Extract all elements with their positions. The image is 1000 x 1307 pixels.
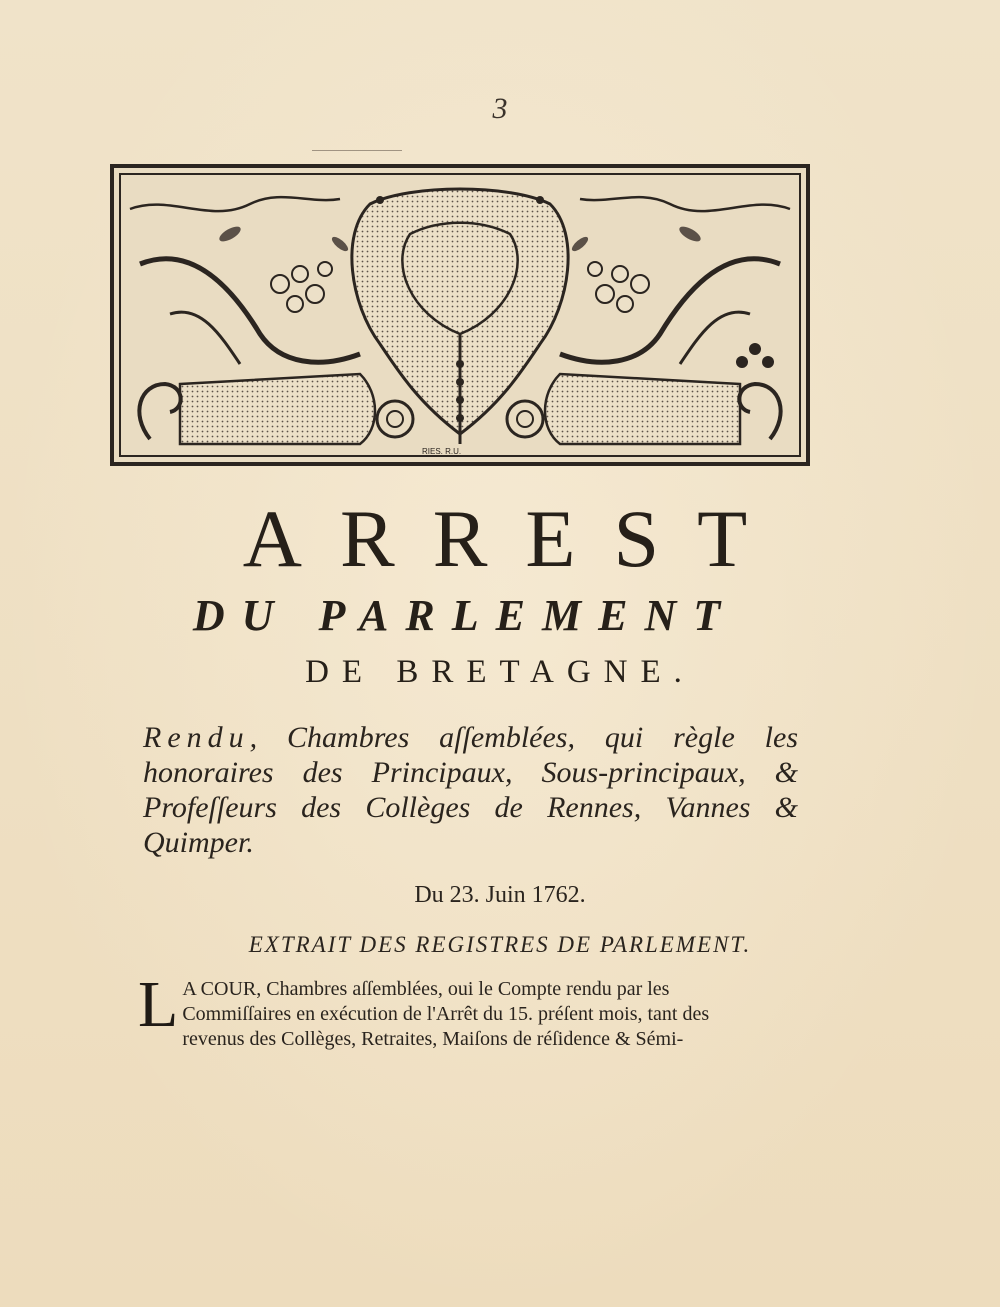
divider [312, 150, 402, 151]
summary-lead: Rendu [143, 721, 250, 754]
body-line: Commiſſaires en exécution de l'Arrêt du 15. préſent mois, tant des [182, 1003, 710, 1025]
subtitle-bretagne: DE BRETAGNE. [305, 654, 695, 690]
drop-cap: L [138, 968, 179, 1041]
summary-text: , Chambres aſſemblées, qui règle les honoraires des Principaux, Sous-principaux, & Profeſſeurs des Collèges de Rennes, Vannes & Quimper. [143, 721, 798, 859]
summary-paragraph [143, 720, 798, 860]
page-number: 3 [492, 92, 508, 125]
extract-heading: EXTRAIT DES REGISTRES DE PARLEMENT. [248, 932, 752, 957]
body-text [138, 968, 798, 1052]
headpiece-ornament [110, 164, 810, 466]
date-line: Du 23. Juin 1762. [414, 882, 586, 908]
engraver-signature: RIES. R.U. [422, 447, 462, 456]
body-line: A COUR, Chambres aſſemblées, oui le Compte rendu par les [182, 978, 670, 1000]
subtitle-parlement: DU PARLEMENT [192, 591, 738, 640]
body-line: revenus des Collèges, Retraites, Maiſons de réſidence & Sémi- [182, 1028, 684, 1050]
document-title: ARREST [242, 493, 786, 584]
